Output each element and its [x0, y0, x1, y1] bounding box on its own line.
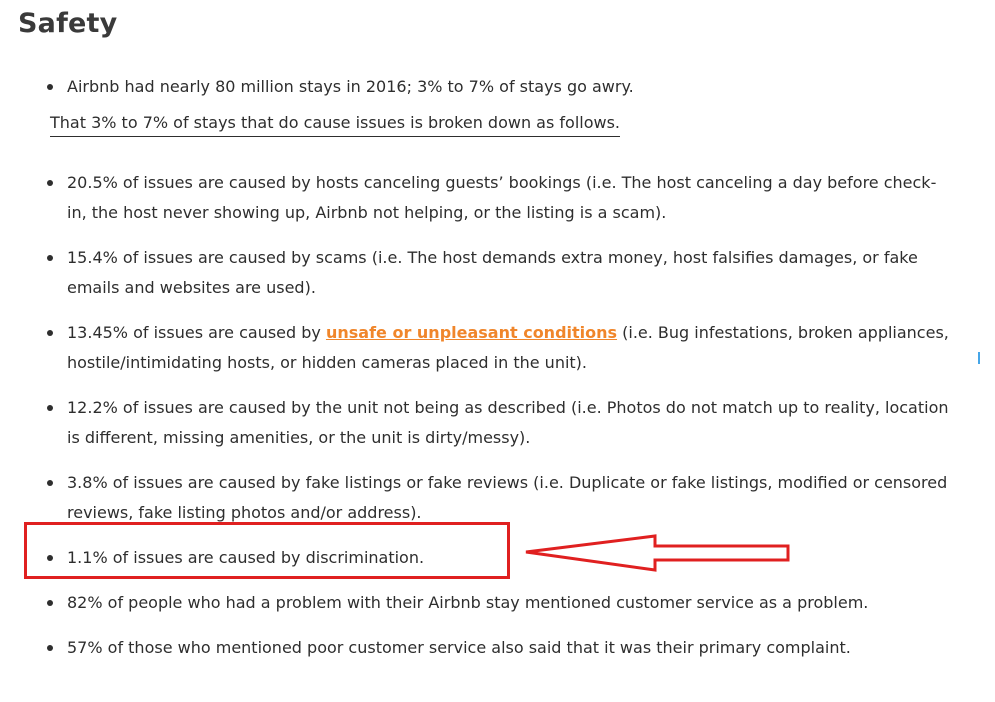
list-item-line: 57% of those who mentioned poor customer service also said that it was their primary complaint. [67, 638, 851, 657]
list-item-line: 15.4% of issues are caused by scams (i.e. The host demands extra money, host falsifies damages, or fake [67, 248, 918, 267]
bullet-dot [47, 600, 53, 606]
bullet-dot [47, 330, 53, 336]
bullet-dot [47, 255, 53, 261]
list-item-text: (i.e. Bug infestations, broken appliances, [617, 323, 949, 342]
list-item-line: emails and websites are used). [67, 278, 316, 297]
list-item-line: 1.1% of issues are caused by discrimination. [67, 548, 425, 567]
list-item-line: is different, missing amenities, or the unit is dirty/messy). [67, 428, 531, 447]
page-title: Safety [18, 8, 118, 39]
annotation-arrow-icon [520, 530, 795, 580]
list-item-line: hostile/intimidating hosts, or hidden cameras placed in the unit). [67, 353, 587, 372]
breakdown-intro: That 3% to 7% of stays that do cause issues is broken down as follows. [50, 110, 620, 137]
annotation-highlight-box [24, 522, 510, 579]
list-item-line: 3.8% of issues are caused by fake listings or fake reviews (i.e. Duplicate or fake listings, modified or censored [67, 473, 948, 492]
bullet-dot [47, 645, 53, 651]
intro-bullet-text: Airbnb had nearly 80 million stays in 2016; 3% to 7% of stays go awry. [67, 77, 634, 96]
list-item-line: 12.2% of issues are caused by the unit not being as described (i.e. Photos do not match up to reality, location [67, 398, 949, 417]
unsafe-conditions-link[interactable]: unsafe or unpleasant conditions [325, 323, 618, 342]
bullet-dot [47, 84, 53, 90]
list-item-line: 82% of people who had a problem with their Airbnb stay mentioned customer service as a problem. [67, 593, 869, 612]
bullet-dot [47, 405, 53, 411]
list-item-line: 20.5% of issues are caused by hosts canceling guests’ bookings (i.e. The host canceling a day before check- [67, 173, 937, 192]
list-item-line: in, the host never showing up, Airbnb not helping, or the listing is a scam). [67, 203, 667, 222]
list-item-line [67, 318, 949, 348]
bullet-dot [47, 480, 53, 486]
scroll-edge-marker [978, 352, 980, 364]
list-item-line: reviews, fake listing photos and/or address). [67, 503, 422, 522]
bullet-dot [47, 180, 53, 186]
list-item-text: 13.45% of issues are caused by [67, 323, 326, 342]
